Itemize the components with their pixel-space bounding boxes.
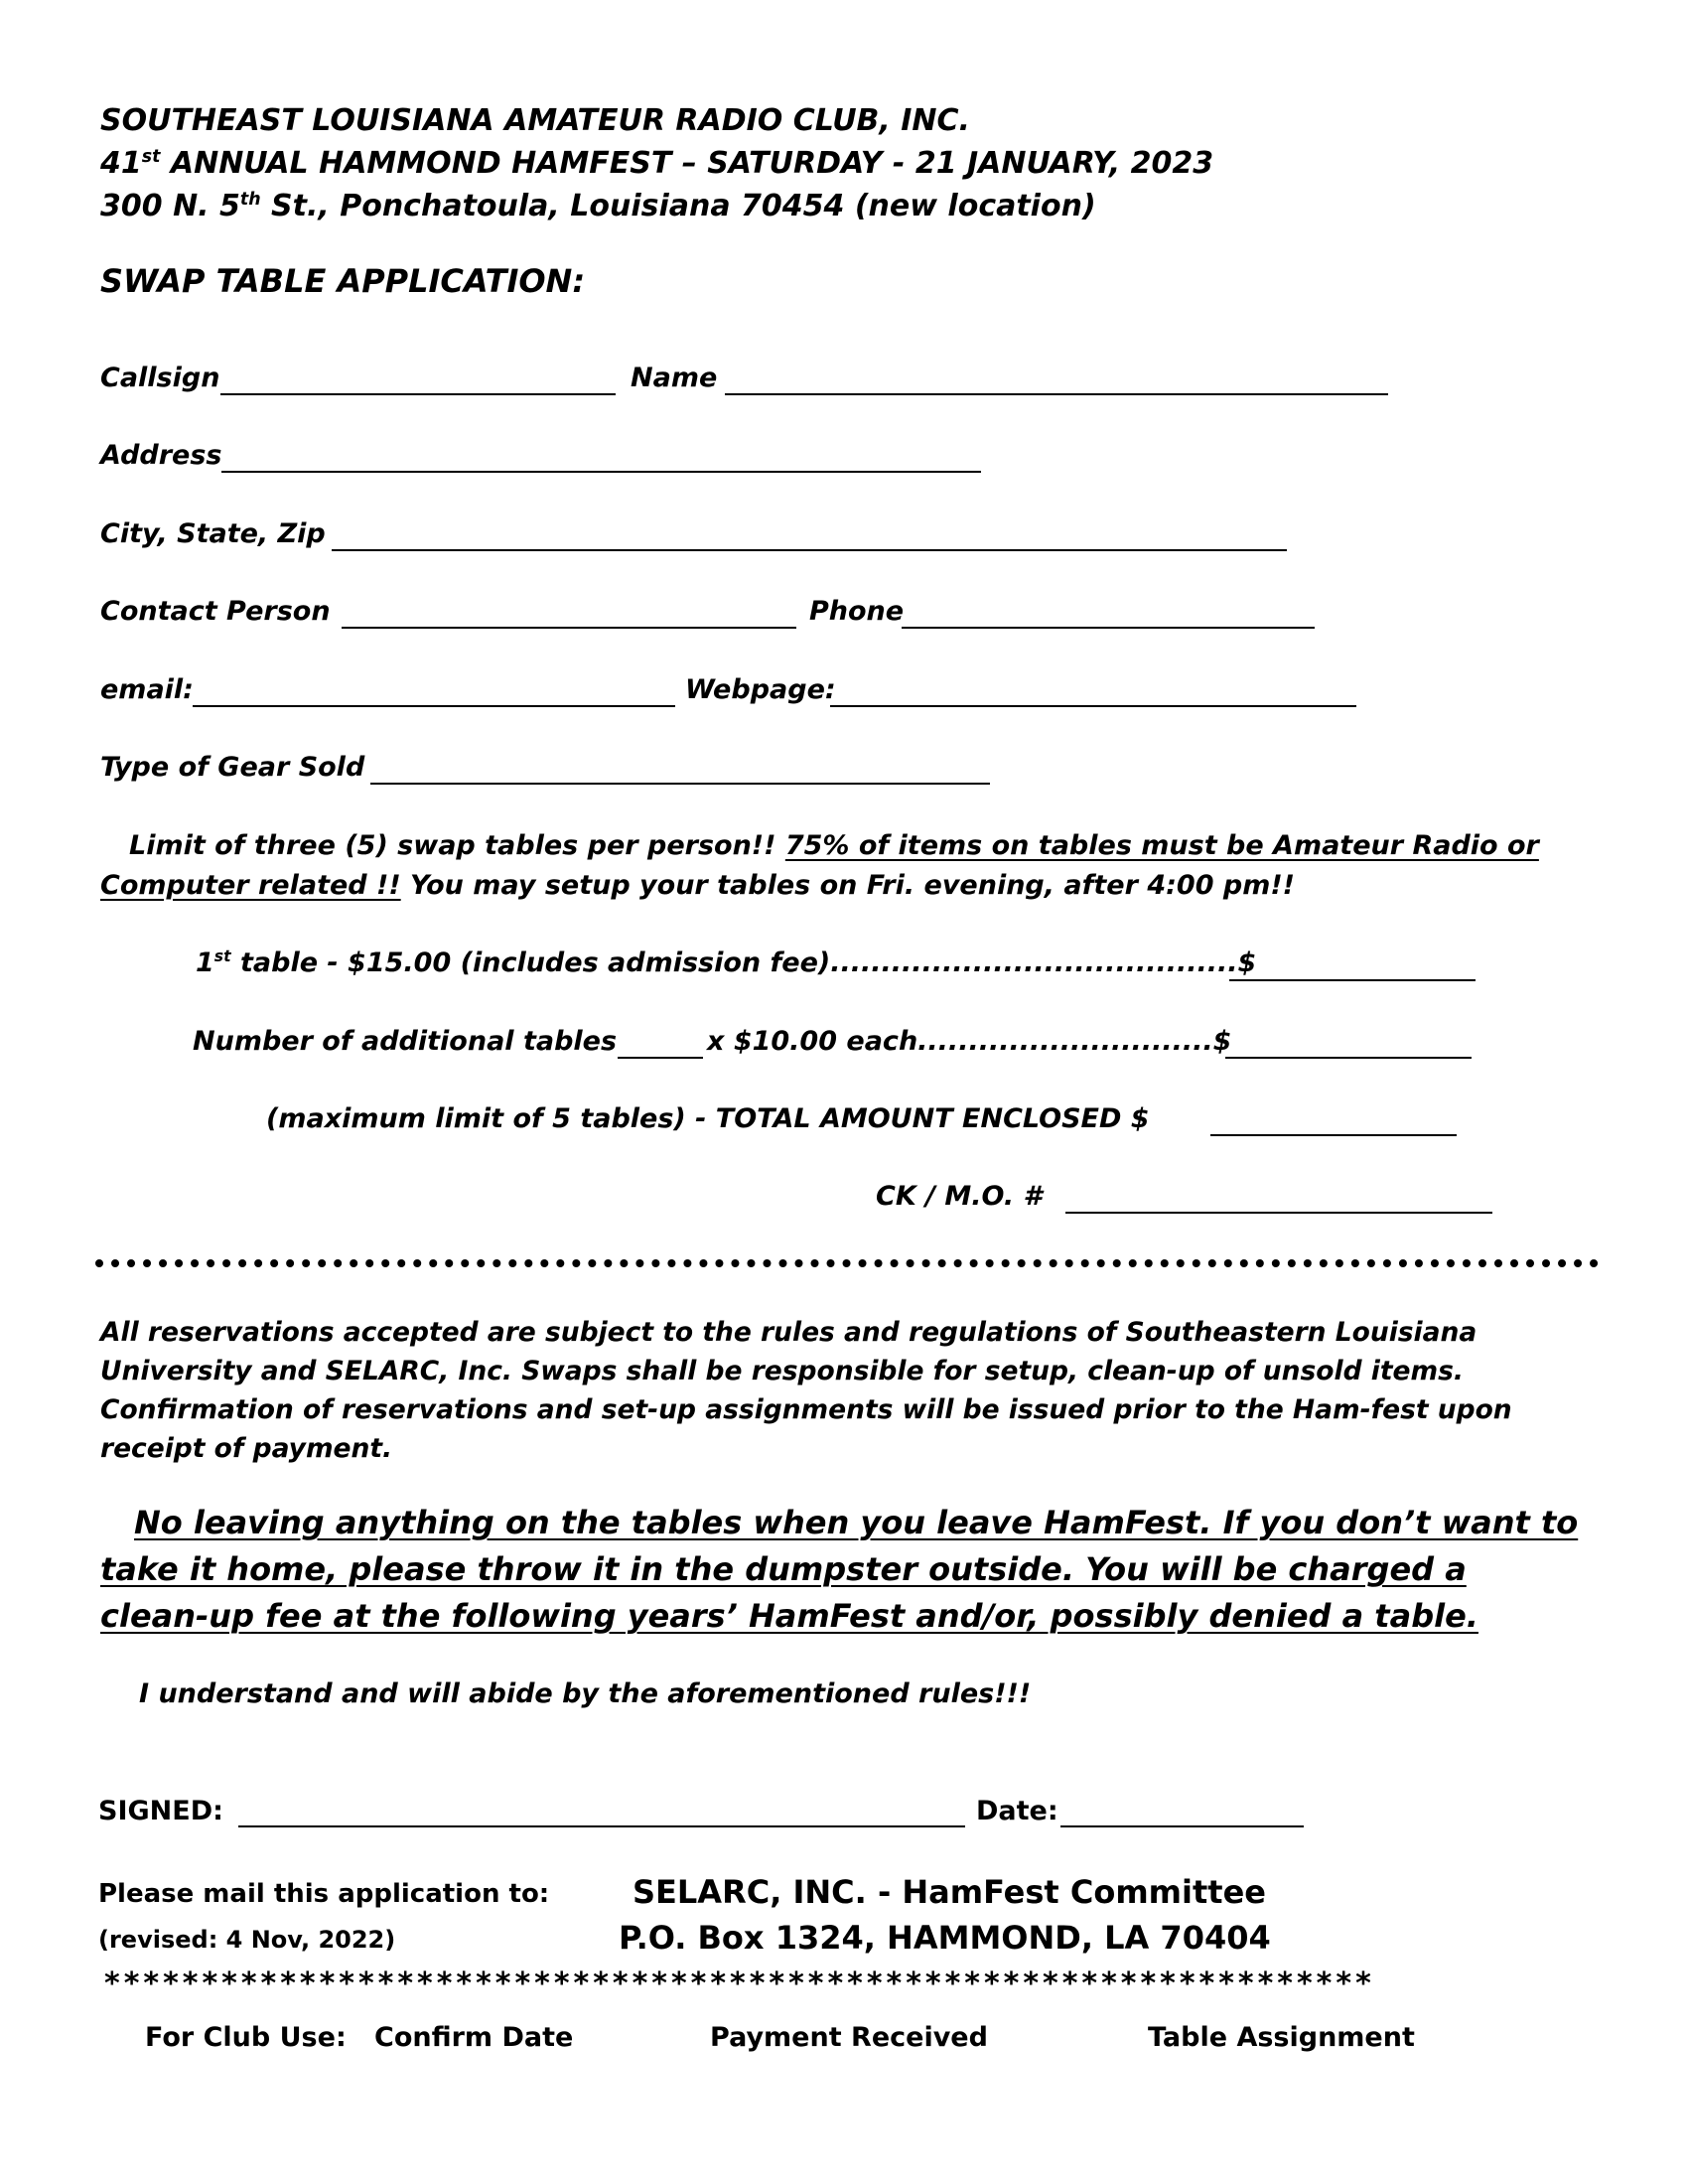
- signature-line[interactable]: [238, 1825, 965, 1827]
- table-limit-text: Limit of three (5) swap tables per person!!: [129, 830, 785, 861]
- gear-sold-input-line[interactable]: [370, 783, 990, 785]
- contact-person-input-line[interactable]: [342, 627, 796, 629]
- club-use-label: For Club Use:: [145, 2022, 347, 2053]
- additional-tables-label: Number of additional tables: [193, 1026, 618, 1057]
- address-label: Address: [100, 440, 222, 471]
- hamfest-ordinal: 41: [100, 146, 142, 181]
- cleanup-warning: [100, 1500, 1578, 1640]
- form-title: SWAP TABLE APPLICATION:: [100, 262, 586, 300]
- total-amount-label: (maximum limit of 5 tables) - TOTAL AMOUNT ENCLOSED $: [266, 1103, 1150, 1134]
- first-table-amount-line[interactable]: [1229, 979, 1476, 981]
- check-number-line[interactable]: [1065, 1212, 1492, 1214]
- name-label: Name: [631, 363, 718, 393]
- table-limit-note-line2: [100, 870, 1295, 901]
- address-input-line[interactable]: [221, 471, 981, 473]
- rules-line: Confirmation of reservations and set-up assignments will be issued prior to the Ham-fest upon: [100, 1394, 1512, 1425]
- warning-line: clean-up fee at the following years’ HamFest and/or, possibly denied a table.: [100, 1597, 1478, 1635]
- first-table-fee: [196, 947, 1256, 978]
- hamfest-title-date: ANNUAL HAMMOND HAMFEST – SATURDAY - 21 JANUARY, 2023: [160, 146, 1214, 181]
- phone-input-line[interactable]: [902, 627, 1315, 629]
- club-name-heading: SOUTHEAST LOUISIANA AMATEUR RADIO CLUB, INC.: [100, 103, 970, 138]
- additional-tables-count-line[interactable]: [618, 1057, 703, 1059]
- callsign-label: Callsign: [100, 363, 220, 393]
- mailing-organization: SELARC, INC. - HamFest Committee: [633, 1873, 1266, 1911]
- check-number-label: CK / M.O. #: [876, 1181, 1043, 1212]
- venue-street-suffix: th: [239, 190, 261, 210]
- total-amount-line[interactable]: [1210, 1134, 1457, 1136]
- name-input-line[interactable]: [725, 393, 1388, 395]
- date-line[interactable]: [1060, 1825, 1304, 1827]
- hamfest-ordinal-suffix: st: [141, 147, 161, 167]
- additional-tables-fee: x $10.00 each.............................$: [707, 1026, 1232, 1057]
- rules-paragraph: [100, 1313, 1512, 1468]
- revision-date: (revised: 4 Nov, 2022): [98, 1926, 396, 1954]
- callsign-input-line[interactable]: [220, 393, 616, 395]
- venue-address: [100, 189, 1096, 223]
- table-limit-note-line1: [129, 830, 1539, 861]
- mail-instruction: Please mail this application to:: [98, 1879, 550, 1909]
- city-state-zip-input-line[interactable]: [332, 549, 1287, 551]
- webpage-input-line[interactable]: [830, 705, 1356, 707]
- agreement-statement: I understand and will abide by the aforementioned rules!!!: [139, 1678, 1032, 1709]
- warning-line: No leaving anything on the tables when you leave HamFest. If you don’t want to: [134, 1504, 1579, 1541]
- warning-line: take it home, please throw it in the dumpster outside. You will be charged a: [100, 1550, 1467, 1588]
- phone-label: Phone: [809, 596, 905, 627]
- rules-line: receipt of payment.: [100, 1433, 393, 1464]
- first-table-suffix: st: [213, 946, 231, 965]
- setup-time-note: You may setup your tables on Fri. evening, after 4:00 pm!!: [400, 870, 1295, 901]
- amateur-radio-requirement: 75% of items on tables must be Amateur Radio or: [784, 830, 1539, 861]
- mailing-address: P.O. Box 1324, HAMMOND, LA 70404: [619, 1919, 1271, 1957]
- confirm-date-label: Confirm Date: [374, 2022, 574, 2053]
- rules-line: University and SELARC, Inc. Swaps shall be responsible for setup, clean-up of unsold items.: [100, 1356, 1464, 1386]
- computer-related-requirement: Computer related !!: [100, 870, 401, 901]
- contact-person-label: Contact Person: [100, 596, 331, 627]
- first-table-fee-text: table - $15.00 (includes admission fee)........................................$: [230, 947, 1257, 978]
- additional-tables-amount-line[interactable]: [1225, 1057, 1472, 1059]
- asterisk-separator: *****************************************************************: [104, 1966, 1375, 2001]
- hamfest-heading: [100, 146, 1213, 181]
- email-input-line[interactable]: [193, 705, 675, 707]
- city-state-zip-label: City, State, Zip: [100, 518, 326, 549]
- venue-street-prefix: 300 N. 5: [100, 189, 240, 223]
- email-label: email:: [100, 674, 194, 705]
- date-label: Date:: [976, 1796, 1058, 1826]
- first-table-number: 1: [196, 947, 214, 978]
- signed-label: SIGNED:: [98, 1796, 223, 1826]
- rules-line: All reservations accepted are subject to the rules and regulations of Southeastern Louisiana: [100, 1317, 1477, 1348]
- webpage-label: Webpage:: [685, 674, 836, 705]
- gear-sold-label: Type of Gear Sold: [100, 752, 365, 783]
- dotted-separator: [95, 1259, 1599, 1267]
- table-assignment-label: Table Assignment: [1148, 2022, 1415, 2053]
- payment-received-label: Payment Received: [710, 2022, 988, 2053]
- venue-address-rest: St., Ponchatoula, Louisiana 70454 (new location): [260, 189, 1096, 223]
